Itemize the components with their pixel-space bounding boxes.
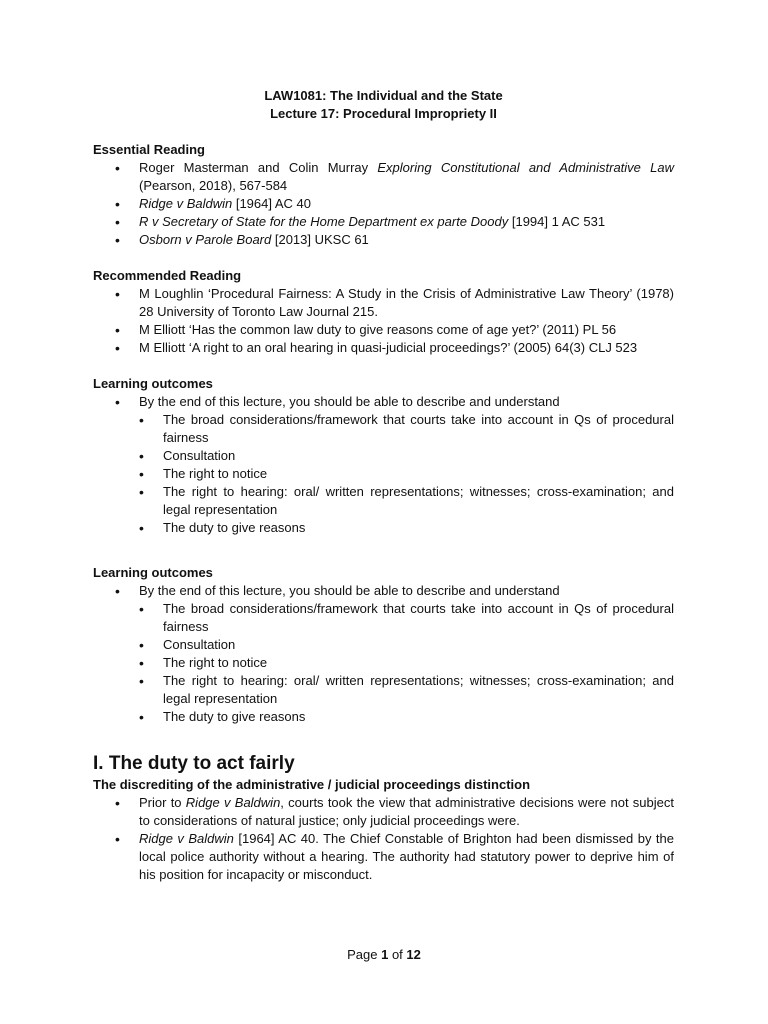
- list-item: • The right to notice: [93, 654, 674, 672]
- list-item: • Roger Masterman and Colin Murray Exploring Constitutional and Administrative Law (Pearson, 2018), 567-584: [93, 159, 674, 195]
- list-item: • The right to hearing: oral/ written representations; witnesses; cross-examination; and legal representation: [93, 483, 674, 519]
- list-item: • By the end of this lecture, you should be able to describe and understand: [93, 393, 674, 411]
- list-item: • Consultation: [93, 636, 674, 654]
- document-title: LAW1081: The Individual and the State: [264, 88, 503, 103]
- document-body: [93, 87, 674, 884]
- learning-outcomes-sublist-2: [93, 600, 674, 726]
- learning-outcomes-sublist: [93, 411, 674, 537]
- page-number: 1: [381, 947, 389, 962]
- page-word: Page: [347, 947, 378, 962]
- learning-outcomes-list-2: [93, 582, 674, 600]
- of-word: of: [391, 947, 403, 962]
- list-item: • Consultation: [93, 447, 674, 465]
- page-total: 12: [406, 947, 421, 962]
- essential-reading-heading: Essential Reading: [93, 142, 205, 157]
- page-footer: [0, 946, 768, 964]
- list-item: • The duty to give reasons: [93, 708, 674, 726]
- list-item: • The duty to give reasons: [93, 519, 674, 537]
- recommended-reading-list: [93, 285, 674, 357]
- learning-outcomes-heading: Learning outcomes: [93, 376, 213, 391]
- recommended-reading-heading: Recommended Reading: [93, 268, 242, 283]
- list-item: • R v Secretary of State for the Home Department ex parte Doody [1994] 1 AC 531: [93, 213, 674, 231]
- learning-outcomes-list: [93, 393, 674, 411]
- list-item: • Osborn v Parole Board [2013] UKSC 61: [93, 231, 674, 249]
- list-item: • The broad considerations/framework that courts take into account in Qs of procedural fairness: [93, 411, 674, 447]
- essential-reading-list: [93, 159, 674, 249]
- list-item: • M Loughlin ‘Procedural Fairness: A Study in the Crisis of Administrative Law Theory’ (1978) 28 University of Toronto Law Journal 215.: [93, 285, 674, 321]
- list-item: • Ridge v Baldwin [1964] AC 40: [93, 195, 674, 213]
- section-list: [93, 794, 674, 884]
- section-title: I. The duty to act fairly: [93, 753, 295, 774]
- list-item: • The right to hearing: oral/ written representations; witnesses; cross-examination; and legal representation: [93, 672, 674, 708]
- learning-outcomes-heading-2: Learning outcomes: [93, 565, 213, 580]
- list-item: • Prior to Ridge v Baldwin, courts took the view that administrative decisions were not subject to considerations of natural justice; only judicial proceedings were.: [93, 794, 674, 830]
- list-item: • By the end of this lecture, you should be able to describe and understand: [93, 582, 674, 600]
- list-item: • Ridge v Baldwin [1964] AC 40. The Chief Constable of Brighton had been dismissed by the local police authority without a hearing. The authority had statutory power to deprive him of his position for incapacity or misconduct.: [93, 830, 674, 884]
- section-subheading: The discrediting of the administrative / judicial proceedings distinction: [93, 777, 531, 792]
- list-item: • The right to notice: [93, 465, 674, 483]
- list-item: • The broad considerations/framework that courts take into account in Qs of procedural fairness: [93, 600, 674, 636]
- list-item: • M Elliott ‘A right to an oral hearing in quasi-judicial proceedings?’ (2005) 64(3) CLJ 523: [93, 339, 674, 357]
- list-item: • M Elliott ‘Has the common law duty to give reasons come of age yet?’ (2011) PL 56: [93, 321, 674, 339]
- document-subtitle: Lecture 17: Procedural Impropriety II: [270, 106, 497, 121]
